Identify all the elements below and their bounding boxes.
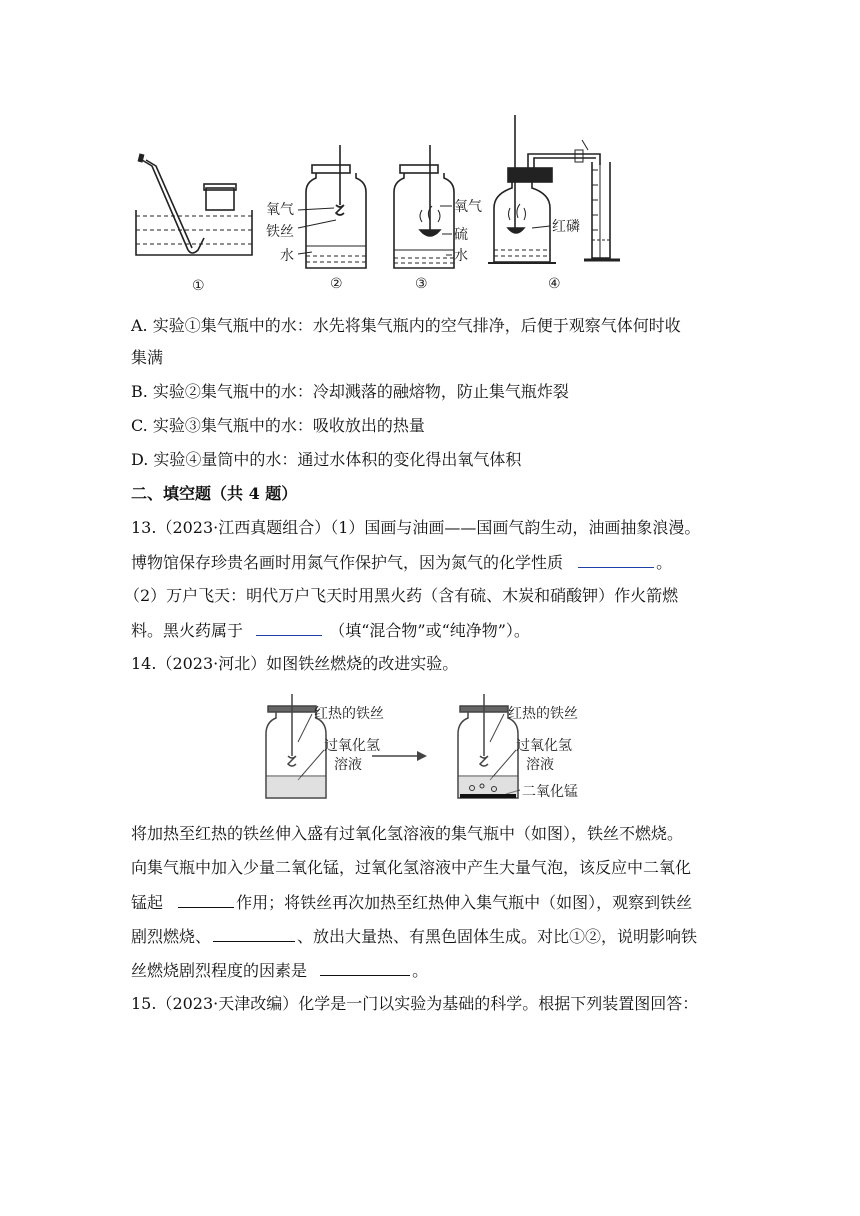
apparatus-4-jar-and-cylinder (488, 115, 620, 263)
label-mno2: 二氧化锰 (522, 784, 578, 800)
q13-line4-text: 料。黑火药属于 (131, 621, 244, 640)
q14-blank-3[interactable] (320, 960, 410, 976)
label-red-hot-wire-right: 红热的铁丝 (508, 706, 578, 722)
label-h2o2-left-1: 过氧化氢 (324, 738, 380, 754)
q15-line1: 15.（2023·天津改编）化学是一门以实验为基础的科学。根据下列装置图回答： (131, 994, 699, 1013)
q14-line1: 14.（2023·河北）如图铁丝燃烧的改进实验。 (131, 654, 459, 673)
experiment-figure (130, 110, 635, 295)
q13-line3: （2）万户飞天：明代万户飞天时用黑火药（含有硫、木炭和硝酸钾）作火箭燃 (124, 586, 679, 605)
iron-wire-figure (262, 694, 597, 806)
label-iron-wire: 铁丝 (266, 224, 294, 240)
option-d: D. 实验④量筒中的水：通过水体积的变化得出氧气体积 (131, 450, 522, 469)
q14-line6-text: 丝燃烧剧烈程度的因素是 (131, 961, 308, 980)
apparatus-2-jar (298, 145, 366, 268)
q13-line4-end: （填“混合物”或“纯净物”）。 (329, 621, 530, 640)
label-red-phosphorus: 红磷 (552, 219, 580, 235)
q14-line5-end: 、放出大量热、有黑色固体生成。对比①②，说明影响铁 (297, 927, 698, 946)
q13-line1: 13.（2023·江西真题组合）（1）国画与油画——国画气韵生动，油画抽象浪漫。 (131, 518, 701, 537)
q14-line5 (131, 926, 697, 947)
caption-1: ① (192, 278, 205, 294)
q13-line2 (131, 552, 672, 573)
q13-blank-1[interactable] (578, 552, 654, 568)
label-red-hot-wire-left: 红热的铁丝 (314, 706, 384, 722)
q13-blank-2[interactable] (256, 620, 322, 636)
q13-line2-text: 博物馆保存珍贵名画时用氮气作保护气，因为氮气的化学性质 (131, 553, 564, 572)
label-h2o2-left-2: 溶液 (334, 757, 362, 773)
option-a-line2: 集满 (131, 348, 164, 367)
q13-line2-end: 。 (656, 553, 673, 572)
caption-4: ④ (548, 276, 561, 292)
option-a-line1: A. 实验①集气瓶中的水：水先将集气瓶内的空气排净，后便于观察气体何时收 (131, 316, 681, 335)
option-c: C. 实验③集气瓶中的水：吸收放出的热量 (131, 416, 425, 435)
label-oxygen-2: 氧气 (266, 202, 294, 218)
q14-line5-text: 剧烈燃烧、 (131, 927, 212, 946)
apparatus-3-jar (394, 145, 454, 268)
apparatus-1-trough (136, 154, 252, 255)
label-oxygen-3: 氧气 (454, 199, 482, 215)
q14-line4-end: 作用；将铁丝再次加热至红热伸入集气瓶中（如图），观察到铁丝 (236, 893, 693, 912)
section-heading: 二、填空题（共 4 题） (131, 484, 298, 503)
q14-blank-1[interactable] (178, 892, 234, 908)
label-h2o2-right-1: 过氧化氢 (516, 738, 572, 754)
label-water-3: 水 (454, 248, 468, 264)
option-b: B. 实验②集气瓶中的水：冷却溅落的融熔物，防止集气瓶炸裂 (131, 382, 569, 401)
label-sulfur: 硫 (454, 227, 468, 243)
caption-3: ③ (415, 276, 428, 292)
q14-blank-2[interactable] (213, 926, 295, 942)
q14-line3: 向集气瓶中加入少量二氧化锰，过氧化氢溶液中产生大量气泡，该反应中二氧化 (131, 858, 692, 877)
q14-line4 (131, 892, 692, 913)
q14-line6 (131, 960, 428, 981)
q14-line2: 将加热至红热的铁丝伸入盛有过氧化氢溶液的集气瓶中（如图），铁丝不燃烧。 (131, 824, 684, 843)
caption-2: ② (330, 276, 343, 292)
label-h2o2-right-2: 溶液 (526, 757, 554, 773)
label-water-2: 水 (280, 248, 294, 264)
q13-line4 (131, 620, 530, 641)
q14-line6-end: 。 (412, 961, 429, 980)
q14-line4-text: 锰起 (131, 893, 164, 912)
